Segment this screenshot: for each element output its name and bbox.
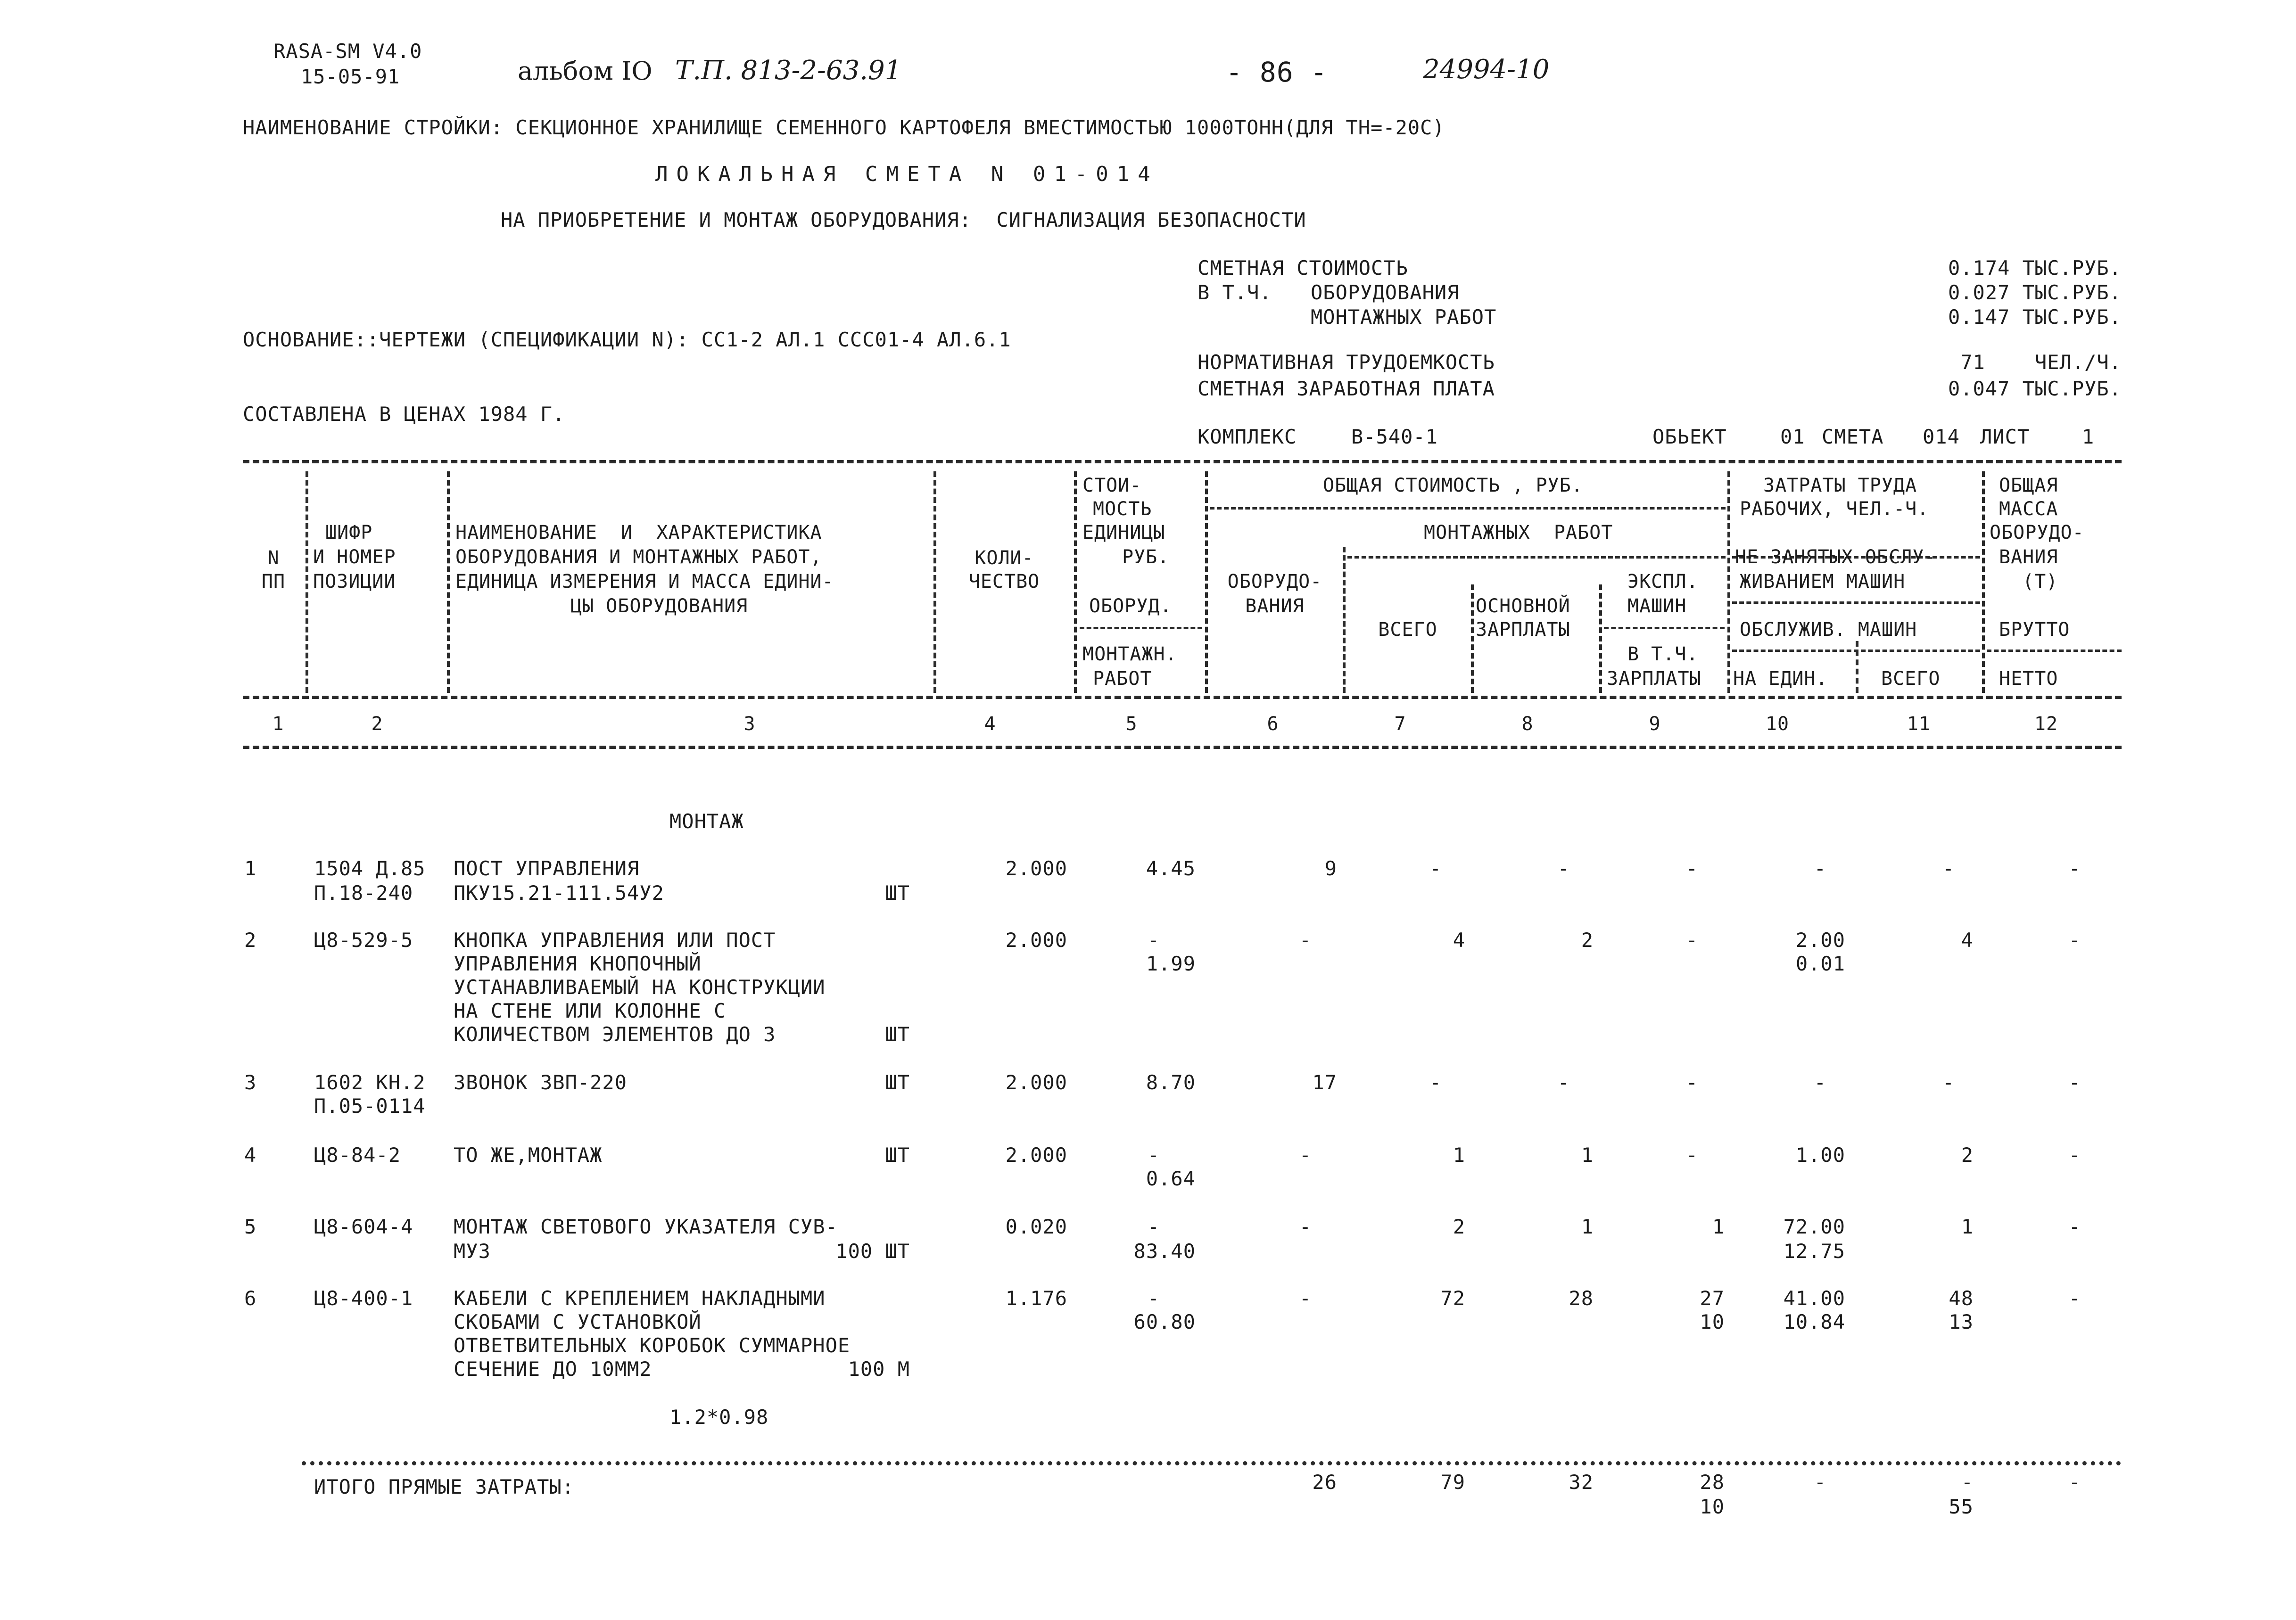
col3-header: НАИМЕНОВАНИЕ И ХАРАКТЕРИСТИКА (455, 522, 822, 543)
row-number: 5 (244, 1215, 257, 1238)
program-version: RASA-SM V4.0 (273, 40, 422, 63)
row-total: 1 (1453, 1143, 1465, 1167)
row-price: 4.45 (1146, 857, 1196, 880)
header-bottom-rule (243, 696, 2122, 699)
row-per-unit: 1.00 (1795, 1143, 1845, 1167)
subheader-rule (1987, 650, 2122, 652)
row-equip: - (1299, 1143, 1312, 1167)
row-name: МУЗ (454, 1240, 491, 1263)
row-per-unit: 12.75 (1783, 1240, 1845, 1263)
total-cost-header: ОБЩАЯ СТОИМОСТЬ , РУБ. (1323, 475, 1583, 496)
column-number: 11 (1907, 713, 1931, 735)
row-code: 1602 КН.2 (314, 1071, 426, 1094)
col2-header: ШИФР (325, 522, 373, 543)
col3-header: ЦЫ ОБОРУДОВАНИЯ (570, 595, 748, 617)
row-price: - (1147, 1287, 1160, 1310)
complex-value: В-540-1 (1351, 425, 1438, 448)
row-total: - (1429, 1071, 1442, 1094)
equipment-value: 0.027 ТЫС.РУБ. (1948, 281, 2122, 304)
row-price: 8.70 (1146, 1071, 1196, 1094)
row-name: ПОСТ УПРАВЛЕНИЯ (454, 857, 640, 880)
row-name: СЕЧЕНИЕ ДО 10ММ2 (454, 1357, 652, 1381)
col12a-header: БРУТТО (1999, 619, 2070, 641)
row-equip: 9 (1324, 857, 1337, 880)
column-number: 5 (1125, 713, 1138, 735)
row-mass: - (2068, 1143, 2081, 1167)
col-sep (306, 471, 308, 693)
row-per-unit: 10.84 (1783, 1310, 1845, 1333)
row-code: Ц8-604-4 (314, 1215, 413, 1238)
column-number: 6 (1267, 713, 1279, 735)
totals-rule (302, 1461, 2122, 1465)
col-sep (1982, 471, 1985, 693)
col5-header: МОСТЬ (1093, 498, 1152, 520)
row-code: Ц8-400-1 (314, 1287, 413, 1310)
row-labor-total: 1 (1961, 1215, 1974, 1238)
col12-header: (Т) (2023, 571, 2058, 592)
col9-header: ЭКСПЛ. (1627, 571, 1699, 592)
incl-label: В Т.Ч. (1198, 281, 1272, 304)
row-labor-total: 13 (1949, 1310, 1974, 1333)
col-sep (1205, 471, 1208, 693)
row-unit: ШТ (885, 1143, 910, 1167)
subheader-rule (1080, 627, 1202, 629)
section-title: МОНТАЖ (669, 810, 744, 833)
row-number: 1 (244, 857, 257, 880)
col-sep (933, 471, 936, 693)
col12b-header: НЕТТО (1999, 668, 2058, 690)
column-number: 1 (272, 713, 284, 735)
row-name: ПКУ15.21-111.54У2 (454, 881, 664, 905)
col5b-header: РАБОТ (1093, 668, 1152, 690)
cost-label: СМЕТНАЯ СТОИМОСТЬ (1198, 256, 1408, 280)
row-unit: 100 ШТ (835, 1240, 910, 1263)
smeta-label: СМЕТА (1822, 425, 1884, 448)
col2-header: И НОМЕР (313, 546, 396, 568)
cost-value: 0.174 ТЫС.РУБ. (1948, 256, 2122, 280)
col9b-header: ЗАРПЛАТЫ (1607, 668, 1701, 690)
column-number: 10 (1765, 713, 1790, 735)
row-unit: ШТ (885, 881, 910, 905)
row-total: - (1429, 857, 1442, 880)
row-price: - (1147, 1215, 1160, 1238)
col9-header: МАШИН (1627, 595, 1687, 617)
col-sep (1727, 471, 1730, 693)
row-name: УПРАВЛЕНИЯ КНОПОЧНЫЙ (454, 952, 702, 975)
column-number: 2 (371, 713, 383, 735)
row-main-wage: 1 (1581, 1143, 1594, 1167)
sheet-value: 1 (2082, 425, 2095, 448)
row-mass: - (2068, 1071, 2081, 1094)
col-sep (1599, 584, 1602, 693)
totals-main-wage: 32 (1569, 1471, 1594, 1494)
row-mass: - (2068, 1215, 2081, 1238)
sheet-label: ЛИСТ (1980, 425, 2030, 448)
row-code: Ц8-529-5 (314, 929, 413, 952)
album-reference: Т.П. 813-2-63.91 (675, 55, 902, 86)
row-name: КОЛИЧЕСТВОМ ЭЛЕМЕНТОВ ДО 3 (454, 1023, 776, 1046)
col12-header: ОБЩАЯ (1999, 475, 2058, 496)
row-name: КАБЕЛИ С КРЕПЛЕНИЕМ НАКЛАДНЫМИ (454, 1287, 826, 1310)
col5-header: РУБ. (1122, 546, 1170, 568)
row-code: П.05-0114 (314, 1094, 426, 1118)
row-unit: 100 М (848, 1357, 910, 1381)
row-qty: 2.000 (1005, 857, 1067, 880)
row-equip: - (1299, 1287, 1312, 1310)
labor-sub-header: НЕ ЗАНЯТЫХ ОБСЛУ- (1735, 546, 1936, 568)
formula: 1.2*0.98 (669, 1406, 769, 1429)
row-name: ЗВОНОК ЗВП-220 (454, 1071, 628, 1094)
row-qty: 2.000 (1005, 1143, 1067, 1167)
project-name: НАИМЕНОВАНИЕ СТРОЙКИ: СЕКЦИОННОЕ ХРАНИЛИЩЕ СЕМЕННОГО КАРТОФЕЛЯ ВМЕСТИМОСТЬЮ 1000ТОНН(ДЛЯ ТН=-20С) (243, 116, 1445, 139)
estimate-purpose: НА ПРИОБРЕТЕНИЕ И МОНТАЖ ОБОРУДОВАНИЯ: СИГНАЛИЗАЦИЯ БЕЗОПАСНОСТИ (501, 208, 1306, 231)
col6-header: ВАНИЯ (1245, 595, 1305, 617)
col4-header: ЧЕСТВО (968, 571, 1040, 592)
row-price: 1.99 (1146, 952, 1196, 975)
row-per-unit: - (1814, 1071, 1826, 1094)
col12-header: ВАНИЯ (1999, 546, 2058, 568)
col6-header: ОБОРУДО- (1227, 571, 1322, 592)
col7-header: ВСЕГО (1378, 619, 1437, 641)
col8-header: ЗАРПЛАТЫ (1476, 619, 1570, 641)
column-number: 8 (1521, 713, 1534, 735)
document-number: 24994-10 (1423, 54, 1550, 85)
col8-header: ОСНОВНОЙ (1476, 595, 1570, 617)
wage-label: СМЕТНАЯ ЗАРАБОТНАЯ ПЛАТА (1198, 377, 1495, 400)
col1-header: ПП (261, 571, 286, 592)
row-per-unit: 0.01 (1795, 952, 1845, 975)
row-unit: ШТ (885, 1023, 910, 1046)
col11-header: ВСЕГО (1881, 668, 1941, 690)
row-code: Ц8-84-2 (314, 1143, 401, 1167)
row-price: - (1147, 1143, 1160, 1167)
subheader-rule (1732, 650, 1980, 652)
row-per-unit: 41.00 (1783, 1287, 1845, 1310)
row-number: 4 (244, 1143, 257, 1167)
album-label: альбом (518, 56, 613, 86)
labor-sub2-header: ОБСЛУЖИВ. МАШИН (1740, 619, 1917, 641)
col12-header: МАССА (1999, 498, 2058, 520)
col-sep (1074, 471, 1077, 693)
row-labor-total: 2 (1961, 1143, 1974, 1167)
totals-mach: 28 (1700, 1471, 1725, 1494)
install-value: 0.147 ТЫС.РУБ. (1948, 305, 2122, 329)
column-number: 9 (1649, 713, 1661, 735)
row-qty: 1.176 (1005, 1287, 1067, 1310)
install-works-header: МОНТАЖНЫХ РАБОТ (1424, 522, 1613, 543)
row-name: МОНТАЖ СВЕТОВОГО УКАЗАТЕЛЯ СУВ- (454, 1215, 838, 1238)
numbers-bottom-rule (243, 746, 2122, 749)
row-main-wage: 1 (1581, 1215, 1594, 1238)
smeta-value: 014 (1923, 425, 1960, 448)
row-qty: 2.000 (1005, 929, 1067, 952)
row-per-unit: 2.00 (1795, 929, 1845, 952)
row-total: 4 (1453, 929, 1465, 952)
subheader-rule (1604, 627, 1725, 629)
col3-header: ЕДИНИЦА ИЗМЕРЕНИЯ И МАССА ЕДИНИ- (455, 571, 834, 592)
complex-label: КОМПЛЕКС (1198, 425, 1297, 448)
row-mach: 1 (1712, 1215, 1725, 1238)
row-mass: - (2068, 929, 2081, 952)
row-mach: - (1685, 1071, 1698, 1094)
row-name: УСТАНАВЛИВАЕМЫЙ НА КОНСТРУКЦИИ (454, 976, 826, 999)
totals-label: ИТОГО ПРЯМЫЕ ЗАТРАТЫ: (314, 1475, 575, 1498)
album-number: IO (621, 56, 652, 86)
row-labor-total: 48 (1949, 1287, 1974, 1310)
row-main-wage: - (1557, 857, 1570, 880)
col4-header: КОЛИ- (975, 547, 1034, 569)
col9b-header: В Т.Ч. (1627, 643, 1699, 665)
row-price: 0.64 (1146, 1167, 1196, 1190)
col5-header: ЕДИНИЦЫ (1082, 522, 1165, 543)
row-mach: - (1685, 1143, 1698, 1167)
column-number: 7 (1394, 713, 1406, 735)
column-number: 3 (743, 713, 756, 735)
row-per-unit: 72.00 (1783, 1215, 1845, 1238)
row-qty: 2.000 (1005, 1071, 1067, 1094)
prices-basis: СОСТАВЛЕНА В ЦЕНАХ 1984 Г. (243, 403, 565, 426)
row-equip: - (1299, 1215, 1312, 1238)
row-name: КНОПКА УПРАВЛЕНИЯ ИЛИ ПОСТ (454, 929, 776, 952)
row-price: 60.80 (1133, 1310, 1196, 1333)
subheader-rule (1210, 507, 1726, 510)
col12-header: ОБОРУДО- (1990, 522, 2084, 543)
row-equip: - (1299, 929, 1312, 952)
row-name: НА СТЕНЕ ИЛИ КОЛОННЕ С (454, 999, 727, 1022)
row-mach: - (1685, 857, 1698, 880)
row-name: ОТВЕТВИТЕЛЬНЫХ КОРОБОК СУММАРНОЕ (454, 1334, 851, 1357)
row-name: СКОБАМИ С УСТАНОВКОЙ (454, 1310, 702, 1333)
subheader-rule (1732, 601, 1980, 604)
row-labor-total: - (1942, 857, 1955, 880)
row-labor-total: 4 (1961, 929, 1974, 952)
basis: ОСНОВАНИЕ::ЧЕРТЕЖИ (СПЕЦИФИКАЦИИ N): СС1-2 АЛ.1 ССС01-4 АЛ.6.1 (243, 328, 1011, 351)
object-value: 01 (1780, 425, 1805, 448)
col2-header: ПОЗИЦИИ (313, 571, 396, 592)
row-qty: 0.020 (1005, 1215, 1067, 1238)
row-number: 3 (244, 1071, 257, 1094)
col1-header: N (267, 547, 280, 569)
row-mach: 27 (1700, 1287, 1725, 1310)
row-code: П.18-240 (314, 881, 413, 905)
object-label: ОБЬЕКТ (1652, 425, 1727, 448)
labor-header: ЗАТРАТЫ ТРУДА (1763, 475, 1917, 496)
totals-mass: - (2068, 1471, 2081, 1494)
col5a-header: ОБОРУД. (1089, 595, 1172, 617)
page-number: - 86 - (1226, 56, 1328, 88)
row-price: 83.40 (1133, 1240, 1196, 1263)
row-mass: - (2068, 1287, 2081, 1310)
col3-header: ОБОРУДОВАНИЯ И МОНТАЖНЫХ РАБОТ, (455, 546, 822, 568)
col-sep (1343, 547, 1346, 693)
equipment-label: ОБОРУДОВАНИЯ (1311, 281, 1460, 304)
row-total: 72 (1440, 1287, 1465, 1310)
col10-header: НА ЕДИН. (1733, 668, 1828, 690)
col5-header: СТОИ- (1082, 475, 1142, 496)
labor-sub-header: ЖИВАНИЕМ МАШИН (1740, 571, 1906, 592)
estimate-title: ЛОКАЛЬНАЯ СМЕТА N 01-014 (655, 162, 1159, 186)
row-per-unit: - (1814, 857, 1826, 880)
labor-value: 71 ЧЕЛ./Ч. (1960, 351, 2122, 374)
totals-total: 79 (1440, 1471, 1465, 1494)
col5b-header: МОНТАЖН. (1082, 643, 1177, 665)
table-top-rule (243, 460, 2122, 463)
install-label: МОНТАЖНЫХ РАБОТ (1311, 305, 1497, 329)
row-labor-total: - (1942, 1071, 1955, 1094)
row-name: ТО ЖЕ,МОНТАЖ (454, 1143, 603, 1167)
labor-header: РАБОЧИХ, ЧЕЛ.-Ч. (1740, 498, 1929, 520)
col-sep (447, 471, 450, 693)
row-mach: 10 (1700, 1310, 1725, 1333)
row-total: 2 (1453, 1215, 1465, 1238)
column-number: 12 (2034, 713, 2058, 735)
row-main-wage: 28 (1569, 1287, 1594, 1310)
col-sep (1471, 584, 1474, 693)
totals-labor-total: - (1961, 1471, 1974, 1494)
row-main-wage: - (1557, 1071, 1570, 1094)
row-number: 2 (244, 929, 257, 952)
row-price: - (1147, 929, 1160, 952)
row-unit: ШТ (885, 1071, 910, 1094)
row-equip: 17 (1312, 1071, 1337, 1094)
totals-per-unit: - (1814, 1471, 1826, 1494)
subheader-rule (1347, 556, 1726, 559)
labor-label: НОРМАТИВНАЯ ТРУДОЕМКОСТЬ (1198, 351, 1495, 374)
totals-mach: 10 (1700, 1495, 1725, 1518)
row-mach: - (1685, 929, 1698, 952)
print-date: 15-05-91 (301, 65, 400, 88)
row-mass: - (2068, 857, 2081, 880)
row-number: 6 (244, 1287, 257, 1310)
totals-equip: 26 (1312, 1471, 1337, 1494)
totals-labor-total: 55 (1949, 1495, 1974, 1518)
column-number: 4 (984, 713, 996, 735)
row-main-wage: 2 (1581, 929, 1594, 952)
row-code: 1504 Д.85 (314, 857, 426, 880)
wage-value: 0.047 ТЫС.РУБ. (1948, 377, 2122, 400)
col-sep (1856, 641, 1858, 693)
